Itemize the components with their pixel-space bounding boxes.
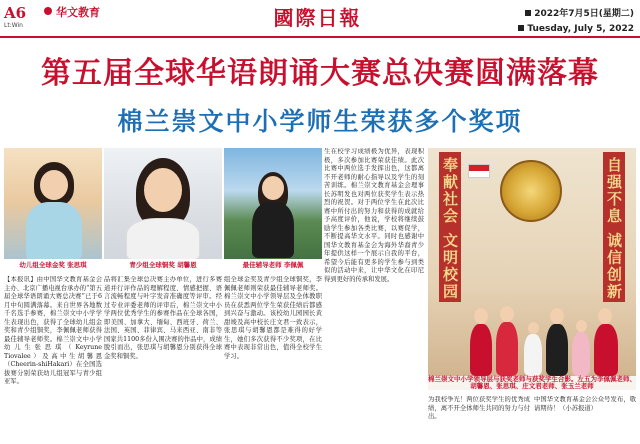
photo-youth-winner	[104, 148, 222, 270]
person-head	[528, 322, 539, 334]
article-column-4: 生在校学习成绩极为优异，表现积极，多次参加比赛荣获佳绩。此次比赛中两位选手发挥出色，这都离不开老师的耐心指导以及学生的刻苦训练。棉兰崇文教育基金会理事长苏明发也对两位获奖学生表示热烈的祝贺。对于两位学生在此次比赛中所付出的努力和获得的成就给予高度评价，他说，学校将继续鼓励学生参加各类比赛，以赛促学，不断提高华文水平。同时也感谢中国华文教育基金会为海外华裔青少年提供这样一个展示自我的平台，希望今后能有更多的学生参与到类似的活动中来，让中华文化在印尼得到更好的传承和发展。	[324, 148, 424, 283]
person-head	[550, 308, 564, 324]
photo-kindergarten-winner	[4, 148, 102, 270]
face-shape	[262, 176, 284, 200]
dress-shape	[252, 202, 294, 258]
banner-right: 自强不息 诚信创新	[603, 152, 625, 302]
flag-icon	[468, 164, 490, 178]
photo-best-teacher	[224, 148, 322, 270]
person-head	[474, 308, 488, 324]
headline: 第五届全球华语朗诵大赛总决赛圆满落幕	[41, 56, 599, 91]
date-chinese: 2022年7月5日(星期二)	[525, 6, 634, 19]
date-english: Tuesday, July 5, 2022	[518, 24, 634, 34]
article-column-1: 【本报讯】由中国华文教育基金会主办、北京广播电视台承办的“第五届全球华语朗诵大赛总决赛”已于6月中旬圆满落幕。来自世界各地数千名选手参赛，棉兰崇文中小学学生表现出色，获得了全球幼儿组金奖和青少组铜奖，李佩佩老师获得最佳辅导老师奖。棉兰崇文中小学幼儿生张思琪（Keyrune Tiovalee）及高中生胡馨恩（Cheerin-shiHakari）在全国选拔赛分别荣获幼儿组冠军与青少组亚军。	[4, 276, 102, 385]
dress-shape	[26, 202, 82, 260]
article-column-3: 组全球金奖及青少组全球铜奖，李佩佩老师则荣获最佳辅导老师奖。棉兰崇文中小学领导层及全体教职员在获悉两位学生荣获佳绩后都感到兴奋与激动。该校幼儿园园长黄甜竣及高中校长庄文君一致表示，张思琪与胡馨恩都是难得的好学生，她们多次获得不少奖项，在比赛中表现非常出色，值得全校学生学习。	[224, 276, 322, 360]
article-column-2: 品将汇集全球总决赛主办单位，进行多赛道并行评作品的理解程度、情感把握、语言流畅程度与叶字发音准确度等评审。经过专业评委老师的评审后，棉兰崇文中小学两位优秀学生的参赛作品在全球各国，即美国、加拿大、缅甸、西班牙、荷兰、法国、英国、菲律宾、马来西亚、南非等国家共1100多份入围决赛的作品中，成绩脱引而出，张思琪与胡馨恩分别获得全球金奖和铜奖。	[104, 276, 222, 360]
face-shape	[40, 170, 68, 200]
garuda-emblem-icon	[500, 160, 562, 222]
photo-caption: 幼儿组全球金奖 张思琪	[4, 259, 102, 270]
shirt-shape	[126, 218, 200, 260]
masthead-rule	[0, 36, 640, 38]
person-head	[576, 320, 587, 332]
article-column-5: 为我校争光！两位获奖学生的优秀成绩，离不开全体师生共同的努力与付出。	[428, 396, 530, 420]
person-body	[546, 324, 568, 376]
group-photo-caption: 棉兰崇文中小学领导层与获奖老师与获奖学生合影。左五为李佩佩老师、胡馨恩、张思琪、庄文君老师、张玉兰老师	[428, 375, 636, 390]
person-body	[524, 334, 542, 376]
article-column-6: 中国华文教育基金会公众号发布，敬请期待！（小苏报道）	[534, 396, 636, 412]
newspaper-title: 國際日報	[273, 6, 362, 30]
person-body	[496, 322, 518, 376]
banner-left: 奉献社会 文明校园	[439, 152, 461, 302]
photo-caption: 青少组全球铜奖 胡馨恩	[104, 259, 222, 270]
page-number: A6	[4, 4, 27, 22]
person-head	[598, 308, 612, 324]
subheadline: 棉兰崇文中小学师生荣获多个奖项	[117, 107, 523, 136]
page-sub-label: Lt:Win	[4, 22, 23, 29]
masthead	[0, 0, 640, 52]
group-figures	[470, 300, 630, 376]
section-dot-icon	[44, 7, 52, 15]
person-body	[572, 332, 590, 376]
photo-caption: 最佳辅导老师 李佩佩	[224, 259, 322, 270]
person-body	[594, 324, 618, 376]
person-head	[500, 306, 514, 322]
section-name: 华文教育	[56, 6, 100, 19]
person-body	[470, 324, 492, 376]
face-shape	[144, 168, 182, 212]
